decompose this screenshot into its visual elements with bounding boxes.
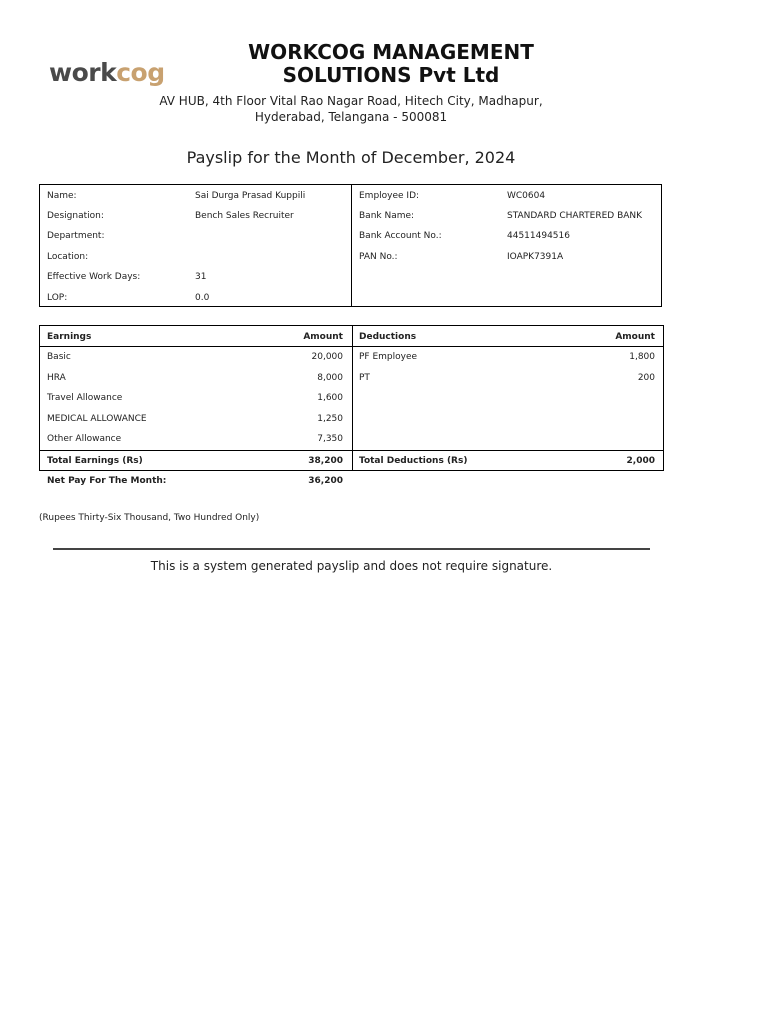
- info-label: Designation:: [47, 211, 104, 221]
- info-value: WC0604: [507, 191, 546, 201]
- info-label: Name:: [47, 191, 77, 201]
- company-name: [180, 41, 602, 87]
- total-earnings-label: Total Earnings (Rs): [47, 456, 143, 466]
- earning-label: MEDICAL ALLOWANCE: [47, 414, 147, 424]
- info-value: 31: [195, 272, 207, 282]
- footer-note: This is a system generated payslip and does not require signature.: [150, 559, 553, 573]
- total-deductions-label: Total Deductions (Rs): [359, 456, 468, 466]
- logo-text-work: work: [49, 58, 117, 87]
- deduction-amount: 1,800: [629, 352, 655, 362]
- earning-label: Travel Allowance: [47, 393, 123, 403]
- company-address: [150, 93, 552, 125]
- deductions-header: Deductions: [359, 332, 417, 342]
- info-label: Effective Work Days:: [47, 272, 141, 282]
- deduction-label: PT: [359, 373, 370, 383]
- company-name-line2: SOLUTIONS Pvt Ltd: [282, 63, 500, 87]
- company-logo: [49, 58, 165, 87]
- address-line1: AV HUB, 4th Floor Vital Rao Nagar Road, Hitech City, Madhapur,: [159, 94, 543, 108]
- info-label: Bank Account No.:: [359, 231, 442, 241]
- deduction-label: PF Employee: [359, 352, 418, 362]
- amount-in-words: (Rupees Thirty-Six Thousand, Two Hundred Only): [39, 513, 260, 523]
- earning-amount: 1,600: [317, 393, 343, 403]
- earnings-header: Earnings: [47, 332, 92, 342]
- earning-label: HRA: [47, 373, 66, 383]
- info-value: STANDARD CHARTERED BANK: [507, 211, 643, 221]
- employee-info-box: [39, 184, 662, 307]
- info-label: PAN No.:: [359, 252, 398, 262]
- earning-amount: 20,000: [311, 352, 343, 362]
- info-value: Sai Durga Prasad Kuppili: [195, 191, 306, 201]
- footer-divider: [53, 548, 650, 550]
- earning-amount: 1,250: [317, 414, 343, 424]
- logo-text-cog: cog: [116, 58, 165, 87]
- earnings-amount-header: Amount: [303, 332, 343, 342]
- earning-amount: 7,350: [317, 434, 343, 444]
- info-value: 44511494516: [507, 231, 570, 241]
- payslip-title: Payslip for the Month of December, 2024: [186, 148, 516, 167]
- info-label: Bank Name:: [359, 211, 415, 221]
- total-earnings-amount: 38,200: [308, 456, 343, 466]
- info-value: IOAPK7391A: [507, 252, 564, 262]
- info-label: Employee ID:: [359, 191, 420, 201]
- table-total-divider: [40, 450, 663, 451]
- info-label: LOP:: [47, 293, 68, 303]
- address-line2: Hyderabad, Telangana - 500081: [254, 110, 448, 124]
- earning-amount: 8,000: [317, 373, 343, 383]
- table-header-divider: [40, 346, 663, 347]
- earnings-deductions-table: [39, 325, 664, 471]
- info-label: Location:: [47, 252, 89, 262]
- deduction-amount: 200: [637, 373, 655, 383]
- net-pay-amount: 36,200: [308, 476, 343, 486]
- total-deductions-amount: 2,000: [626, 456, 655, 466]
- company-name-line1: WORKCOG MANAGEMENT: [248, 40, 534, 64]
- earning-label: Basic: [47, 352, 71, 362]
- net-pay-label: Net Pay For The Month:: [47, 476, 167, 486]
- info-divider: [351, 185, 352, 306]
- table-column-divider: [352, 326, 353, 470]
- info-value: Bench Sales Recruiter: [195, 211, 294, 221]
- earning-label: Other Allowance: [47, 434, 122, 444]
- info-value: 0.0: [195, 293, 210, 303]
- info-label: Department:: [47, 231, 105, 241]
- deductions-amount-header: Amount: [615, 332, 655, 342]
